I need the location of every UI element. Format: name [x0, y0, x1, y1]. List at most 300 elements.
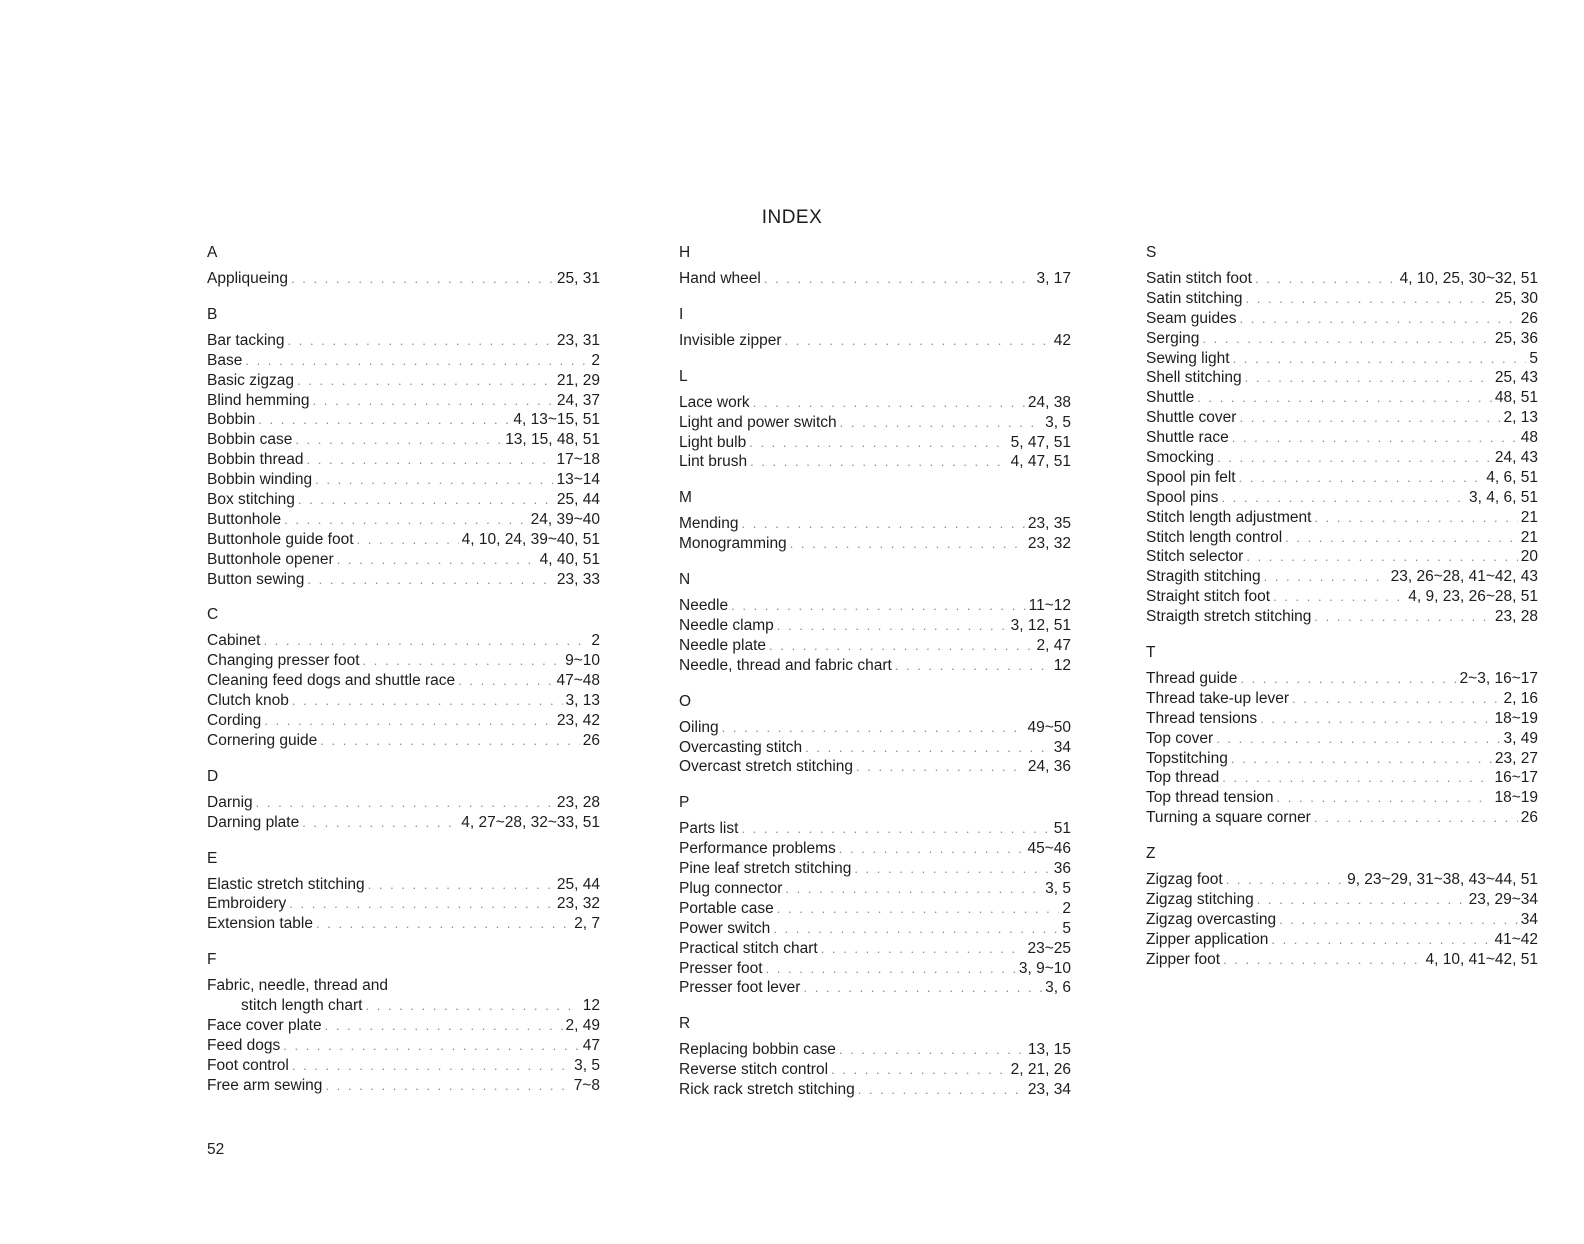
- entry-pages: 25, 43: [1494, 369, 1538, 387]
- entry-term: Zipper foot: [1146, 950, 1221, 968]
- index-column-2: [679, 243, 1071, 1116]
- index-entry: [679, 1040, 1071, 1060]
- entry-term: Darning plate: [207, 813, 300, 831]
- entry-term: Stitch length adjustment: [1146, 508, 1312, 526]
- entry-pages: 12: [1053, 656, 1071, 674]
- entry-pages: 21, 29: [556, 371, 600, 389]
- dot-leader: [1197, 388, 1492, 408]
- index-entry: [207, 894, 600, 914]
- index-entry: [207, 1036, 600, 1056]
- entry-pages: 23, 26~28, 41~42, 43: [1390, 568, 1538, 586]
- dot-leader: [1222, 768, 1491, 788]
- dot-leader: [741, 819, 1050, 839]
- entry-term: Blind hemming: [207, 391, 310, 409]
- entry-term: Performance problems: [679, 840, 836, 858]
- entry-term: Extension table: [207, 915, 313, 933]
- dot-leader: [773, 919, 1059, 939]
- index-entry: [207, 1056, 600, 1076]
- index-entry: [1146, 289, 1538, 309]
- section-letter: O: [679, 692, 692, 710]
- entry-term: Thread guide: [1146, 670, 1238, 688]
- index-section: [207, 243, 600, 289]
- entry-pages: 3, 6: [1045, 979, 1071, 997]
- dot-leader: [291, 269, 554, 289]
- dot-leader: [741, 514, 1024, 534]
- dot-leader: [1216, 729, 1500, 749]
- entry-pages: 34: [1520, 910, 1538, 928]
- index-entry: [679, 819, 1071, 839]
- section-letter: R: [679, 1015, 691, 1033]
- index-entry: [1146, 910, 1538, 930]
- entry-term: Power switch: [679, 919, 771, 937]
- index-entry: [207, 1076, 600, 1096]
- section-letter: D: [207, 767, 219, 785]
- index-entry: [1146, 587, 1538, 607]
- section-letter: L: [679, 367, 688, 385]
- dot-leader: [777, 899, 1060, 919]
- dot-leader: [357, 530, 459, 550]
- entry-term: Embroidery: [207, 895, 287, 913]
- dot-leader: [753, 393, 1025, 413]
- entry-term: Zigzag foot: [1146, 871, 1223, 889]
- entry-term: Top cover: [1146, 729, 1214, 747]
- dot-leader: [1264, 567, 1388, 587]
- entry-pages: 25, 30: [1494, 289, 1538, 307]
- index-entry: [679, 269, 1071, 289]
- dot-leader: [263, 631, 588, 651]
- index-entry: [679, 433, 1071, 453]
- section-letter: F: [207, 951, 217, 969]
- entry-pages: 26: [582, 731, 600, 749]
- index-section: [207, 950, 600, 1095]
- index-section: [207, 849, 600, 935]
- entry-term: Stitch selector: [1146, 548, 1244, 566]
- index-section: [679, 367, 1071, 473]
- index-entry: [679, 718, 1071, 738]
- entry-pages: 2, 13: [1503, 409, 1538, 427]
- entry-pages: 24, 39~40: [530, 510, 600, 528]
- entry-pages: 24, 36: [1027, 758, 1071, 776]
- dot-leader: [895, 656, 1051, 676]
- index-entry: [1146, 607, 1538, 627]
- index-entry: [207, 490, 600, 510]
- entry-pages: 13, 15: [1027, 1041, 1071, 1059]
- entry-pages: 2: [591, 351, 600, 369]
- entry-pages: 47: [582, 1036, 600, 1054]
- entry-pages: 49~50: [1027, 718, 1071, 736]
- dot-leader: [1285, 528, 1518, 548]
- dot-leader: [292, 691, 563, 711]
- entry-term: Shell stitching: [1146, 369, 1242, 387]
- entry-term: Shuttle: [1146, 389, 1195, 407]
- entry-pages: 23, 28: [556, 793, 600, 811]
- entry-term: Feed dogs: [207, 1036, 281, 1054]
- entry-pages: 23, 42: [556, 712, 600, 730]
- entry-term: Overcasting stitch: [679, 738, 803, 756]
- entry-term: Basic zigzag: [207, 371, 295, 389]
- index-section: [207, 305, 600, 590]
- entry-pages: 16~17: [1494, 769, 1538, 787]
- entry-term: Zigzag stitching: [1146, 891, 1254, 909]
- entry-term: Thread tensions: [1146, 709, 1258, 727]
- dot-leader: [264, 711, 554, 731]
- entry-pages: 26: [1520, 809, 1538, 827]
- entry-term: Appliqueing: [207, 270, 289, 287]
- index-entry: [207, 269, 600, 289]
- dot-leader: [1240, 669, 1456, 689]
- index-entry: [207, 450, 600, 470]
- index-entry: [1146, 428, 1538, 448]
- dot-leader: [256, 793, 554, 813]
- index-entry: [679, 596, 1071, 616]
- index-entry: [1146, 669, 1538, 689]
- section-letter: B: [207, 305, 218, 323]
- section-letter: T: [1146, 644, 1156, 662]
- entry-pages: 2, 7: [574, 915, 600, 933]
- entry-pages: 45~46: [1027, 840, 1071, 858]
- index-entry: [679, 534, 1071, 554]
- entry-term: Overcast stretch stitching: [679, 758, 854, 776]
- index-entry: [207, 410, 600, 430]
- dot-leader: [1239, 408, 1500, 428]
- index-section: [207, 767, 600, 833]
- entry-term: Elastic stretch stitching: [207, 875, 365, 893]
- index-section: [1146, 643, 1538, 828]
- entry-pages: 3, 12, 51: [1010, 617, 1071, 635]
- entry-pages: 48: [1520, 429, 1538, 447]
- dot-leader: [365, 996, 579, 1016]
- index-section: [679, 793, 1071, 998]
- dot-leader: [325, 1016, 563, 1036]
- entry-term: Zigzag overcasting: [1146, 910, 1277, 928]
- dot-leader: [292, 1056, 571, 1076]
- dot-leader: [1221, 488, 1466, 508]
- entry-pages: 3, 13: [565, 692, 600, 710]
- entry-pages: 21: [1520, 528, 1538, 546]
- dot-leader: [1279, 910, 1518, 930]
- entry-pages: 25, 31: [556, 270, 600, 287]
- entry-pages: 18~19: [1494, 789, 1538, 807]
- entry-pages: 4, 40, 51: [539, 550, 600, 568]
- entry-term: Seam guides: [1146, 309, 1237, 327]
- entry-term: Bobbin: [207, 411, 256, 429]
- index-entry: [1146, 709, 1538, 729]
- index-entry: [207, 914, 600, 934]
- dot-leader: [307, 570, 554, 590]
- dot-leader: [1292, 689, 1500, 709]
- index-entry: [1146, 309, 1538, 329]
- dot-leader: [313, 391, 554, 411]
- entry-pages: 23, 31: [556, 331, 600, 349]
- index-entry: [679, 959, 1071, 979]
- index-section: [1146, 243, 1538, 627]
- index-section: [679, 692, 1071, 778]
- dot-leader: [1314, 808, 1518, 828]
- index-entry: [207, 550, 600, 570]
- entry-term: Practical stitch chart: [679, 939, 818, 957]
- entry-term: Light and power switch: [679, 413, 837, 431]
- section-letter: M: [679, 489, 692, 507]
- dot-leader: [1239, 309, 1517, 329]
- entry-pages: 23, 28: [1494, 608, 1538, 626]
- index-entry: [1146, 808, 1538, 828]
- entry-pages: 23, 33: [556, 570, 600, 588]
- entry-term: Thread take-up lever: [1146, 689, 1290, 707]
- index-entry: [1146, 749, 1538, 769]
- index-entry: [1146, 689, 1538, 709]
- index-entry: [207, 331, 600, 351]
- index-entry: [1146, 567, 1538, 587]
- entry-term: Mending: [679, 515, 739, 533]
- entry-pages: 4, 27~28, 32~33, 51: [461, 813, 600, 831]
- section-letter: C: [207, 606, 219, 624]
- entry-term: Bobbin case: [207, 431, 293, 449]
- dot-leader: [458, 671, 553, 691]
- entry-pages: 9, 23~29, 31~38, 43~44, 51: [1347, 871, 1538, 889]
- dot-leader: [1223, 950, 1422, 970]
- index-entry: [1146, 890, 1538, 910]
- entry-term: Clutch knob: [207, 692, 289, 710]
- entry-term: Button sewing: [207, 570, 305, 588]
- entry-term: Straigth stretch stitching: [1146, 608, 1312, 626]
- dot-leader: [764, 269, 1034, 289]
- section-letter: I: [679, 305, 684, 323]
- index-entry: [1146, 269, 1538, 289]
- dot-leader: [315, 470, 553, 490]
- entry-term: Spool pins: [1146, 488, 1219, 506]
- entry-pages: 47~48: [556, 672, 600, 690]
- entry-pages: 24, 38: [1027, 393, 1071, 411]
- index-entry: [1146, 950, 1538, 970]
- entry-term: Bar tacking: [207, 331, 285, 349]
- entry-pages: 25, 36: [1494, 329, 1538, 347]
- entry-pages: 3, 5: [574, 1056, 600, 1074]
- index-section: [679, 488, 1071, 554]
- entry-pages: 4, 6, 51: [1486, 468, 1538, 486]
- entry-pages: 24, 37: [556, 391, 600, 409]
- entry-pages: 4, 10, 41~42, 51: [1425, 950, 1538, 968]
- entry-term: Top thread: [1146, 769, 1220, 787]
- index-entry: [207, 691, 600, 711]
- dot-leader: [749, 433, 1007, 453]
- dot-leader: [1260, 709, 1491, 729]
- dot-leader: [1257, 890, 1466, 910]
- entry-pages: 18~19: [1494, 709, 1538, 727]
- index-entry: [207, 430, 600, 450]
- entry-pages: 41~42: [1494, 930, 1538, 948]
- index-entry: [1146, 388, 1538, 408]
- section-letter: Z: [1146, 845, 1156, 863]
- entry-pages: 3, 5: [1045, 413, 1071, 431]
- entry-term: Serging: [1146, 329, 1200, 347]
- index-entry: [679, 393, 1071, 413]
- dot-leader: [854, 859, 1050, 879]
- index-entry: [207, 813, 600, 833]
- entry-pages: 13, 15, 48, 51: [505, 431, 600, 449]
- entry-term: Portable case: [679, 899, 774, 917]
- entry-term: Cornering guide: [207, 731, 318, 749]
- index-entry: [1146, 488, 1538, 508]
- entry-term: Topstitching: [1146, 749, 1228, 767]
- dot-leader: [821, 939, 1025, 959]
- dot-leader: [803, 978, 1042, 998]
- index-entry: [679, 331, 1071, 351]
- entry-pages: 23, 35: [1027, 515, 1071, 533]
- index-entry: [679, 1080, 1071, 1100]
- entry-term: Reverse stitch control: [679, 1061, 829, 1079]
- dot-leader: [1239, 468, 1484, 488]
- dot-leader: [1231, 749, 1492, 769]
- dot-leader: [831, 1060, 1008, 1080]
- section-letter: H: [679, 244, 691, 261]
- entry-pages: 36: [1053, 860, 1071, 878]
- dot-leader: [1226, 870, 1344, 890]
- index-entry: [207, 530, 600, 550]
- dot-leader: [750, 452, 1008, 472]
- entry-pages: 4, 13~15, 51: [513, 411, 600, 429]
- entry-pages: 2: [591, 632, 600, 650]
- entry-pages: 20: [1520, 548, 1538, 566]
- entry-pages: 23, 29~34: [1468, 891, 1538, 909]
- index-entry: [207, 631, 600, 651]
- entry-term: Top thread tension: [1146, 789, 1274, 807]
- dot-leader: [307, 450, 554, 470]
- dot-leader: [297, 371, 554, 391]
- entry-term: Needle, thread and fabric chart: [679, 656, 892, 674]
- dot-leader: [1277, 788, 1492, 808]
- index-entry: [679, 616, 1071, 636]
- section-letter: A: [207, 244, 218, 261]
- entry-pages: 4, 10, 24, 39~40, 51: [461, 530, 600, 548]
- index-entry: [1146, 468, 1538, 488]
- index-entry: [1146, 870, 1538, 890]
- entry-term: Plug connector: [679, 880, 783, 898]
- dot-leader: [731, 596, 1025, 616]
- index-entry: [207, 651, 600, 671]
- dot-leader: [785, 331, 1051, 351]
- index-entry: [1146, 930, 1538, 950]
- entry-pages: 17~18: [556, 451, 600, 469]
- index-entry: [679, 939, 1071, 959]
- dot-leader: [858, 1080, 1025, 1100]
- entry-term: Cabinet: [207, 632, 261, 650]
- entry-term: Invisible zipper: [679, 331, 782, 349]
- index-entry: [679, 1060, 1071, 1080]
- index-entry: [207, 731, 600, 751]
- entry-pages: 2, 16: [1503, 689, 1538, 707]
- index-entry: [679, 839, 1071, 859]
- section-letter: N: [679, 571, 691, 589]
- dot-leader: [283, 1036, 580, 1056]
- entry-term: Presser foot: [679, 959, 763, 977]
- entry-pages: 4, 9, 23, 26~28, 51: [1408, 588, 1538, 606]
- entry-pages: 4, 47, 51: [1010, 453, 1071, 471]
- entry-term: Needle plate: [679, 636, 767, 654]
- index-entry: [679, 636, 1071, 656]
- index-entry: [679, 656, 1071, 676]
- entry-term: Lint brush: [679, 453, 748, 471]
- page-title: INDEX: [761, 207, 823, 228]
- index-entry: [207, 570, 600, 590]
- entry-pages: 5: [1529, 349, 1538, 367]
- index-entry: [207, 470, 600, 490]
- entry-term: Box stitching: [207, 491, 295, 509]
- index-entry: [207, 351, 600, 371]
- entry-term: Satin stitching: [1146, 289, 1243, 307]
- entry-term: Presser foot lever: [679, 979, 801, 997]
- entry-pages: 42: [1053, 331, 1071, 349]
- entry-term: Bobbin winding: [207, 471, 313, 489]
- dot-leader: [298, 490, 554, 510]
- dot-leader: [840, 413, 1042, 433]
- entry-term: Cording: [207, 712, 262, 730]
- dot-leader: [1314, 508, 1517, 528]
- entry-term: Stitch length control: [1146, 528, 1283, 546]
- entry-pages: 3, 5: [1045, 880, 1071, 898]
- entry-pages: 4, 10, 25, 30~32, 51: [1399, 270, 1538, 287]
- index-entry: [679, 738, 1071, 758]
- dot-leader: [1314, 607, 1491, 627]
- dot-leader: [1233, 349, 1527, 369]
- dot-leader: [337, 550, 537, 570]
- entry-pages: 2~3, 16~17: [1459, 670, 1538, 688]
- index-entry: [1146, 508, 1538, 528]
- entry-term: Fabric, needle, thread and: [207, 977, 388, 995]
- index-entry: [1146, 368, 1538, 388]
- dot-leader: [363, 651, 563, 671]
- index-entry: [1146, 448, 1538, 468]
- dot-leader: [839, 1040, 1025, 1060]
- entry-pages: 24, 43: [1494, 449, 1538, 467]
- section-letter: P: [679, 794, 690, 812]
- entry-pages: 2, 21, 26: [1010, 1061, 1071, 1079]
- index-entry: [207, 671, 600, 691]
- entry-pages: 23~25: [1027, 939, 1071, 957]
- entry-term: Face cover plate: [207, 1017, 322, 1035]
- entry-term: Satin stitch foot: [1146, 270, 1252, 287]
- dot-leader: [1255, 269, 1397, 289]
- index-entry: [679, 899, 1071, 919]
- index-entry: [1146, 329, 1538, 349]
- entry-pages: 48, 51: [1494, 389, 1538, 407]
- dot-leader: [785, 879, 1042, 899]
- entry-term: Shuttle race: [1146, 429, 1229, 447]
- dot-leader: [1232, 428, 1518, 448]
- dot-leader: [839, 839, 1025, 859]
- entry-pages: 26: [1520, 309, 1538, 327]
- index-entry: [679, 514, 1071, 534]
- entry-term: Needle clamp: [679, 617, 774, 635]
- dot-leader: [1217, 448, 1492, 468]
- entry-term: Buttonhole opener: [207, 550, 334, 568]
- dot-leader: [245, 351, 588, 371]
- index-entry: [207, 793, 600, 813]
- entry-term: Darnig: [207, 793, 253, 811]
- entry-term: Turning a square corner: [1146, 809, 1311, 827]
- entry-pages: 23, 32: [1027, 535, 1071, 553]
- entry-term: Smocking: [1146, 449, 1215, 467]
- entry-term: Monogramming: [679, 535, 787, 553]
- index-entry: [1146, 788, 1538, 808]
- index-entry: [679, 919, 1071, 939]
- dot-leader: [805, 738, 1051, 758]
- entry-term: Changing presser foot: [207, 652, 360, 670]
- dot-leader: [368, 875, 554, 895]
- index-entry: [679, 859, 1071, 879]
- dot-leader: [295, 430, 502, 450]
- section-letter: E: [207, 849, 218, 867]
- entry-pages: 3, 9~10: [1018, 959, 1071, 977]
